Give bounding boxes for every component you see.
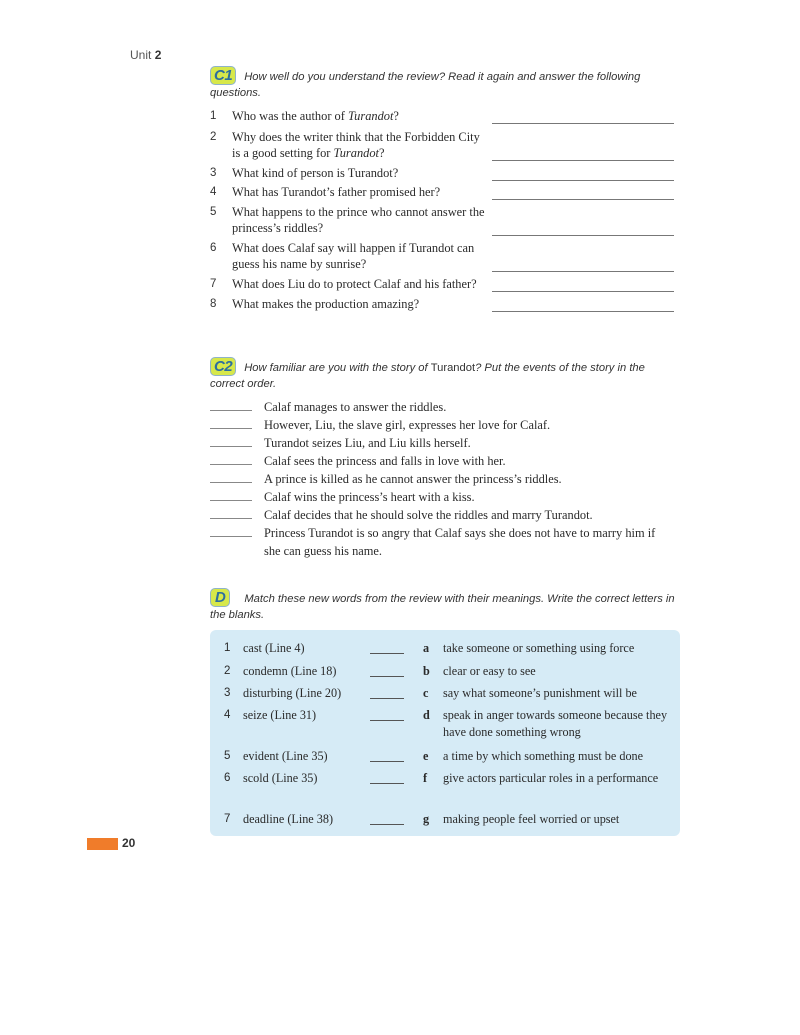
event-item: Calaf wins the princess’s heart with a kiss.	[210, 488, 680, 506]
order-blank[interactable]	[210, 470, 252, 483]
event-item: A prince is killed as he cannot answer the princess’s riddles.	[210, 470, 680, 488]
section-c2-instruction: C2 How familiar are you with the story of Turandot? Put the events of the story in the correct order.	[210, 358, 645, 390]
page-accent-bar	[87, 838, 118, 850]
unit-label: Unit 2	[130, 48, 162, 62]
section-d-badge: D	[210, 588, 230, 607]
answer-line[interactable]	[492, 291, 674, 292]
question-item: 3 What kind of person is Turandot?	[210, 165, 680, 181]
match-blank[interactable]	[370, 720, 404, 721]
order-blank[interactable]	[210, 416, 252, 429]
question-item: 7 What does Liu do to protect Calaf and his father?	[210, 276, 680, 292]
section-c1-instruction: C1 How well do you understand the review? Read it again and answer the following questions.	[210, 67, 641, 99]
c1-question-list	[210, 108, 680, 312]
order-blank[interactable]	[210, 398, 252, 411]
event-item: Turandot seizes Liu, and Liu kills herself.	[210, 434, 680, 452]
question-item: 1 Who was the author of Turandot?	[210, 108, 680, 124]
answer-line[interactable]	[492, 235, 674, 236]
match-blank[interactable]	[370, 761, 404, 762]
order-blank[interactable]	[210, 488, 252, 501]
answer-line[interactable]	[492, 180, 674, 181]
answer-line[interactable]	[492, 199, 674, 200]
event-item: Calaf manages to answer the riddles.	[210, 398, 680, 416]
section-c1-badge: C1	[210, 66, 236, 85]
question-item: 8 What makes the production amazing?	[210, 296, 680, 312]
match-blank[interactable]	[370, 698, 404, 699]
event-item: Princess Turandot is so angry that Calaf says she does not have to marry him if she can guess his name.	[210, 524, 680, 560]
vocabulary-match-box: 1 cast (Line 4) a take someone or something using force 2 condemn (Line 18) b clear or easy to see 3 disturbing (Line 20) c say what someone’s punishment will be 4 seize (Line 31) d speak in anger towards someone because they have done something wrong 5 evident (Line 35) e a time by which something must be done 6 scold (Line 35) f give actors particular roles in a performance 7 deadline (Line 38) g making people feel worried or upset	[210, 630, 680, 836]
page-number: 20	[122, 836, 136, 850]
order-blank[interactable]	[210, 452, 252, 465]
event-item: Calaf sees the princess and falls in love with her.	[210, 452, 680, 470]
question-item: 6 What does Calaf say will happen if Turandot can guess his name by sunrise?	[210, 240, 680, 272]
question-item: 2 Why does the writer think that the Forbidden City is a good setting for Turandot?	[210, 129, 680, 161]
section-d-instruction: D Match these new words from the review with their meanings. Write the correct letters in the blanks.	[210, 589, 675, 621]
answer-line[interactable]	[492, 160, 674, 161]
section-c2-badge: C2	[210, 357, 236, 376]
match-blank[interactable]	[370, 676, 404, 677]
match-blank[interactable]	[370, 783, 404, 784]
order-blank[interactable]	[210, 506, 252, 519]
event-item: Calaf decides that he should solve the riddles and marry Turandot.	[210, 506, 680, 524]
unit-number: 2	[154, 48, 162, 62]
answer-line[interactable]	[492, 311, 674, 312]
answer-line[interactable]	[492, 123, 674, 124]
order-blank[interactable]	[210, 434, 252, 447]
match-blank[interactable]	[370, 824, 404, 825]
question-item: 5 What happens to the prince who cannot answer the princess’s riddles?	[210, 204, 680, 236]
story-title: Turandot	[430, 362, 476, 374]
c2-event-list	[210, 398, 680, 560]
event-item: However, Liu, the slave girl, expresses her love for Calaf.	[210, 416, 680, 434]
order-blank[interactable]	[210, 524, 252, 537]
answer-line[interactable]	[492, 271, 674, 272]
match-blank[interactable]	[370, 653, 404, 654]
question-item: 4 What has Turandot’s father promised her?	[210, 184, 680, 200]
